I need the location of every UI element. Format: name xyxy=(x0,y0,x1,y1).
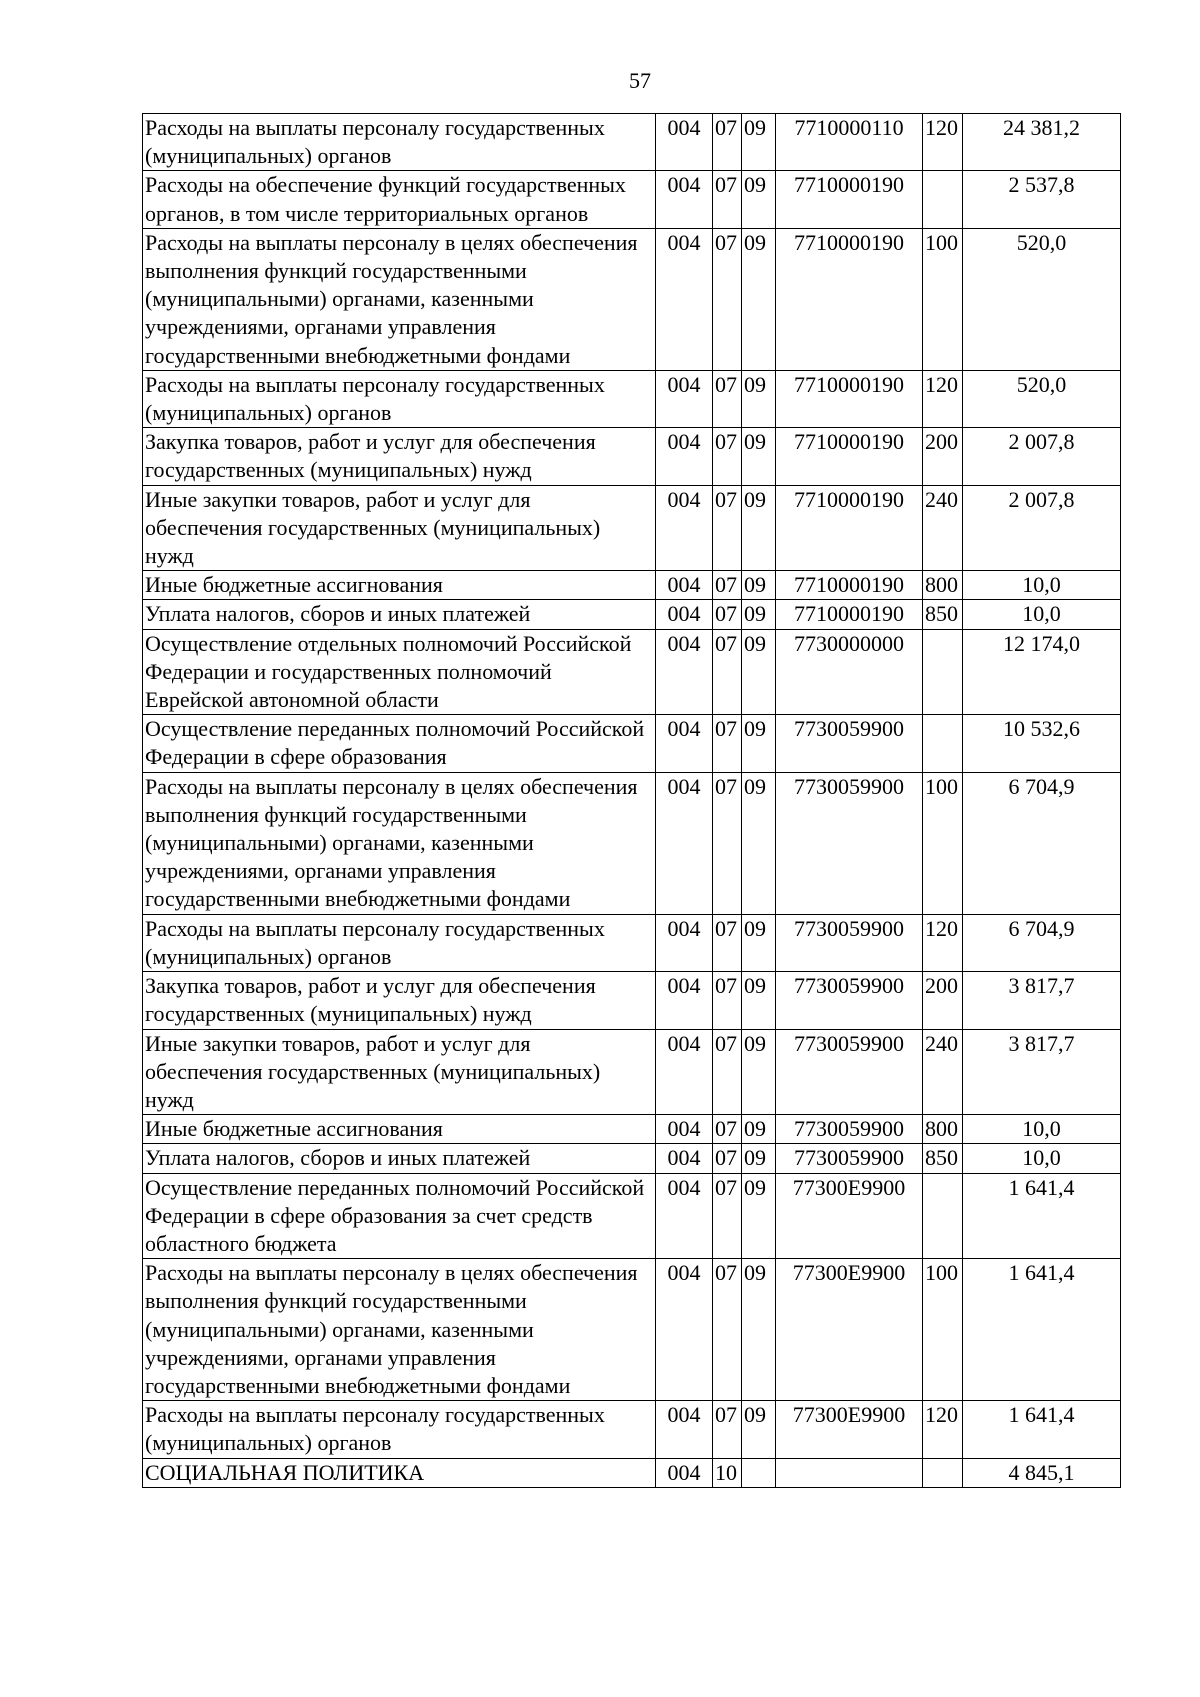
row-ministry-code-cell: 004 xyxy=(656,485,713,571)
row-ministry-code-cell: 004 xyxy=(656,1259,713,1401)
row-subsection-cell: 09 xyxy=(742,1259,776,1401)
row-section-cell: 07 xyxy=(713,1259,742,1401)
row-target-article-cell: 7730059900 xyxy=(776,1144,923,1173)
row-amount-cell: 1 641,4 xyxy=(963,1259,1121,1401)
row-expense-type-cell xyxy=(923,715,963,772)
row-ministry-code-cell: 004 xyxy=(656,370,713,427)
row-subsection-cell: 09 xyxy=(742,1115,776,1144)
page-number: 57 xyxy=(629,68,651,93)
row-name-cell: Расходы на выплаты персоналу государственных (муниципальных) органов xyxy=(143,370,656,427)
row-expense-type-cell: 850 xyxy=(923,1144,963,1173)
row-expense-type-cell: 120 xyxy=(923,1401,963,1458)
table-row xyxy=(143,171,1121,228)
table-row xyxy=(143,600,1121,629)
row-amount-cell: 24 381,2 xyxy=(963,114,1121,171)
row-section-cell: 07 xyxy=(713,171,742,228)
row-ministry-code-cell: 004 xyxy=(656,1173,713,1259)
row-expense-type-cell xyxy=(923,1458,963,1487)
row-ministry-code-cell: 004 xyxy=(656,772,713,914)
table-row xyxy=(143,1458,1121,1487)
row-subsection-cell: 09 xyxy=(742,600,776,629)
row-amount-cell: 12 174,0 xyxy=(963,629,1121,715)
row-subsection-cell: 09 xyxy=(742,914,776,971)
row-name-cell: Иные закупки товаров, работ и услуг для обеспечения государственных (муниципальных) нужд xyxy=(143,485,656,571)
row-target-article-cell: 7710000190 xyxy=(776,485,923,571)
row-ministry-code-cell: 004 xyxy=(656,1401,713,1458)
row-section-cell: 07 xyxy=(713,370,742,427)
row-expense-type-cell xyxy=(923,171,963,228)
row-subsection-cell: 09 xyxy=(742,571,776,600)
row-subsection-cell: 09 xyxy=(742,772,776,914)
row-subsection-cell: 09 xyxy=(742,1173,776,1259)
row-name-cell: Иные бюджетные ассигнования xyxy=(143,1115,656,1144)
row-expense-type-cell xyxy=(923,629,963,715)
row-section-cell: 07 xyxy=(713,629,742,715)
row-name-cell: Расходы на выплаты персоналу в целях обеспечения выполнения функций государственными (муниципальными) органами, казенными учреждениями, органами управления государственными внебюджетными фондами xyxy=(143,772,656,914)
row-expense-type-cell: 100 xyxy=(923,228,963,370)
row-target-article-cell: 7730059900 xyxy=(776,715,923,772)
row-subsection-cell: 09 xyxy=(742,171,776,228)
table-row xyxy=(143,428,1121,485)
row-amount-cell: 1 641,4 xyxy=(963,1401,1121,1458)
row-expense-type-cell: 100 xyxy=(923,1259,963,1401)
row-ministry-code-cell: 004 xyxy=(656,571,713,600)
row-target-article-cell: 7730059900 xyxy=(776,1115,923,1144)
row-section-cell: 07 xyxy=(713,1115,742,1144)
row-target-article-cell: 7710000190 xyxy=(776,571,923,600)
table-row xyxy=(143,1115,1121,1144)
row-amount-cell: 3 817,7 xyxy=(963,1029,1121,1115)
row-name-cell: Иные закупки товаров, работ и услуг для обеспечения государственных (муниципальных) нужд xyxy=(143,1029,656,1115)
row-name-cell: Расходы на выплаты персоналу в целях обеспечения выполнения функций государственными (муниципальными) органами, казенными учреждениями, органами управления государственными внебюджетными фондами xyxy=(143,1259,656,1401)
row-ministry-code-cell: 004 xyxy=(656,972,713,1029)
row-expense-type-cell: 200 xyxy=(923,972,963,1029)
row-ministry-code-cell: 004 xyxy=(656,715,713,772)
row-amount-cell: 10,0 xyxy=(963,1115,1121,1144)
budget-table-body xyxy=(143,114,1121,1488)
row-name-cell: Уплата налогов, сборов и иных платежей xyxy=(143,1144,656,1173)
row-target-article-cell: 77300E9900 xyxy=(776,1173,923,1259)
row-ministry-code-cell: 004 xyxy=(656,1029,713,1115)
row-subsection-cell: 09 xyxy=(742,485,776,571)
row-subsection-cell: 09 xyxy=(742,715,776,772)
row-ministry-code-cell: 004 xyxy=(656,914,713,971)
row-amount-cell: 4 845,1 xyxy=(963,1458,1121,1487)
row-target-article-cell: 7710000190 xyxy=(776,171,923,228)
table-row xyxy=(143,485,1121,571)
row-section-cell: 07 xyxy=(713,114,742,171)
row-subsection-cell: 09 xyxy=(742,228,776,370)
table-row xyxy=(143,1173,1121,1259)
row-ministry-code-cell: 004 xyxy=(656,114,713,171)
row-section-cell: 07 xyxy=(713,914,742,971)
row-expense-type-cell: 120 xyxy=(923,114,963,171)
row-target-article-cell: 7730059900 xyxy=(776,1029,923,1115)
row-name-cell: Осуществление переданных полномочий Российской Федерации в сфере образования за счет средств областного бюджета xyxy=(143,1173,656,1259)
table-row xyxy=(143,1029,1121,1115)
table-row xyxy=(143,571,1121,600)
row-amount-cell: 2 007,8 xyxy=(963,485,1121,571)
table-row xyxy=(143,914,1121,971)
row-expense-type-cell: 850 xyxy=(923,600,963,629)
row-name-cell: Осуществление переданных полномочий Российской Федерации в сфере образования xyxy=(143,715,656,772)
row-expense-type-cell: 800 xyxy=(923,571,963,600)
row-expense-type-cell: 800 xyxy=(923,1115,963,1144)
table-row xyxy=(143,370,1121,427)
row-section-cell: 07 xyxy=(713,428,742,485)
table-row xyxy=(143,1144,1121,1173)
row-section-cell: 07 xyxy=(713,228,742,370)
row-section-cell: 07 xyxy=(713,1401,742,1458)
row-subsection-cell: 09 xyxy=(742,1401,776,1458)
row-name-cell: Расходы на выплаты персоналу государственных (муниципальных) органов xyxy=(143,114,656,171)
row-name-cell: Закупка товаров, работ и услуг для обеспечения государственных (муниципальных) нужд xyxy=(143,972,656,1029)
row-section-cell: 07 xyxy=(713,485,742,571)
row-target-article-cell: 7730059900 xyxy=(776,772,923,914)
row-target-article-cell: 7710000190 xyxy=(776,428,923,485)
table-row xyxy=(143,629,1121,715)
row-subsection-cell: 09 xyxy=(742,370,776,427)
row-expense-type-cell: 100 xyxy=(923,772,963,914)
row-target-article-cell: 7710000110 xyxy=(776,114,923,171)
row-amount-cell: 2 537,8 xyxy=(963,171,1121,228)
row-name-cell: Расходы на выплаты персоналу государственных (муниципальных) органов xyxy=(143,914,656,971)
row-name-cell: Осуществление отдельных полномочий Российской Федерации и государственных полномочий Еврейской автономной области xyxy=(143,629,656,715)
row-section-cell: 07 xyxy=(713,972,742,1029)
row-target-article-cell: 7730059900 xyxy=(776,972,923,1029)
table-row xyxy=(143,114,1121,171)
row-target-article-cell: 7710000190 xyxy=(776,600,923,629)
row-expense-type-cell xyxy=(923,1173,963,1259)
row-subsection-cell: 09 xyxy=(742,1029,776,1115)
row-name-cell: Расходы на обеспечение функций государственных органов, в том числе территориальных органов xyxy=(143,171,656,228)
row-subsection-cell: 09 xyxy=(742,972,776,1029)
budget-table xyxy=(142,113,1121,1488)
row-amount-cell: 10,0 xyxy=(963,1144,1121,1173)
row-target-article-cell: 77300E9900 xyxy=(776,1401,923,1458)
row-subsection-cell xyxy=(742,1458,776,1487)
row-ministry-code-cell: 004 xyxy=(656,1115,713,1144)
row-amount-cell: 10,0 xyxy=(963,600,1121,629)
row-expense-type-cell: 200 xyxy=(923,428,963,485)
row-expense-type-cell: 120 xyxy=(923,370,963,427)
row-amount-cell: 2 007,8 xyxy=(963,428,1121,485)
row-subsection-cell: 09 xyxy=(742,629,776,715)
row-section-cell: 07 xyxy=(713,1029,742,1115)
row-amount-cell: 520,0 xyxy=(963,370,1121,427)
row-target-article-cell: 7730000000 xyxy=(776,629,923,715)
row-name-cell: Расходы на выплаты персоналу государственных (муниципальных) органов xyxy=(143,1401,656,1458)
row-amount-cell: 6 704,9 xyxy=(963,914,1121,971)
row-section-cell: 07 xyxy=(713,600,742,629)
row-target-article-cell xyxy=(776,1458,923,1487)
table-row xyxy=(143,1259,1121,1401)
row-ministry-code-cell: 004 xyxy=(656,171,713,228)
table-row xyxy=(143,1401,1121,1458)
row-ministry-code-cell: 004 xyxy=(656,629,713,715)
row-name-cell: Уплата налогов, сборов и иных платежей xyxy=(143,600,656,629)
row-section-cell: 07 xyxy=(713,1144,742,1173)
row-section-cell: 07 xyxy=(713,1173,742,1259)
row-ministry-code-cell: 004 xyxy=(656,1458,713,1487)
row-target-article-cell: 77300E9900 xyxy=(776,1259,923,1401)
row-expense-type-cell: 240 xyxy=(923,485,963,571)
row-ministry-code-cell: 004 xyxy=(656,228,713,370)
row-amount-cell: 6 704,9 xyxy=(963,772,1121,914)
row-target-article-cell: 7710000190 xyxy=(776,370,923,427)
table-row xyxy=(143,772,1121,914)
table-row xyxy=(143,715,1121,772)
row-subsection-cell: 09 xyxy=(742,428,776,485)
row-ministry-code-cell: 004 xyxy=(656,1144,713,1173)
row-section-cell: 07 xyxy=(713,571,742,600)
row-subsection-cell: 09 xyxy=(742,1144,776,1173)
row-amount-cell: 520,0 xyxy=(963,228,1121,370)
row-amount-cell: 10 532,6 xyxy=(963,715,1121,772)
row-section-cell: 07 xyxy=(713,772,742,914)
table-row xyxy=(143,972,1121,1029)
row-name-cell: Закупка товаров, работ и услуг для обеспечения государственных (муниципальных) нужд xyxy=(143,428,656,485)
row-section-cell: 07 xyxy=(713,715,742,772)
row-amount-cell: 10,0 xyxy=(963,571,1121,600)
row-name-cell: Иные бюджетные ассигнования xyxy=(143,571,656,600)
row-amount-cell: 3 817,7 xyxy=(963,972,1121,1029)
row-expense-type-cell: 120 xyxy=(923,914,963,971)
table-row xyxy=(143,228,1121,370)
row-name-cell: СОЦИАЛЬНАЯ ПОЛИТИКА xyxy=(143,1458,656,1487)
row-amount-cell: 1 641,4 xyxy=(963,1173,1121,1259)
row-section-cell: 10 xyxy=(713,1458,742,1487)
row-ministry-code-cell: 004 xyxy=(656,600,713,629)
row-target-article-cell: 7710000190 xyxy=(776,228,923,370)
row-subsection-cell: 09 xyxy=(742,114,776,171)
row-target-article-cell: 7730059900 xyxy=(776,914,923,971)
row-name-cell: Расходы на выплаты персоналу в целях обеспечения выполнения функций государственными (муниципальными) органами, казенными учреждениями, органами управления государственными внебюджетными фондами xyxy=(143,228,656,370)
row-expense-type-cell: 240 xyxy=(923,1029,963,1115)
row-ministry-code-cell: 004 xyxy=(656,428,713,485)
